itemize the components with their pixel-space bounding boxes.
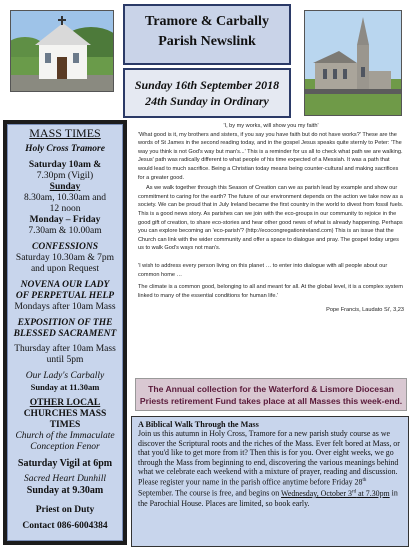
holy-cross-heading: Holy Cross Tramore	[25, 144, 105, 154]
exposition-heading: EXPOSITION OF THE	[17, 318, 113, 328]
sunday-label: Sunday	[49, 182, 81, 192]
dunhill-time: Sunday at 9.30am	[26, 485, 104, 496]
other-churches-heading-2: CHURCHES MASS TIMES	[23, 409, 107, 430]
collection-line-1: The Annual collection for the Waterford & Lismore Diocesan	[148, 384, 394, 394]
biblical-walk-title: A Biblical Walk Through the Mass	[138, 420, 259, 429]
liturgical-week: 24th Sunday in Ordinary	[145, 94, 269, 108]
carbally-time: Sunday at 11.30am	[30, 382, 100, 392]
exposition-time: Thursday after 10am Mass	[14, 344, 116, 354]
reflection-article	[138, 122, 404, 315]
mass-times-heading: MASS TIMES	[29, 126, 101, 140]
newsletter-title-box	[123, 4, 291, 65]
fenor-vigil: Saturday Vigil at 6pm	[17, 458, 113, 469]
dunhill-church: Sacred Heart Dunhill	[24, 474, 106, 484]
weekday-times: 7.30am & 10.00am	[28, 226, 102, 236]
confessions-heading: CONFESSIONS	[32, 242, 98, 252]
novena-heading: NOVENA OUR LADY	[20, 280, 110, 290]
collection-line-2: Priests retirement Fund takes place at all Masses this week-end.	[139, 396, 403, 406]
fenor-church-2: Conception Fenor	[30, 442, 100, 452]
mass-times-sidebar	[3, 120, 127, 545]
priest-on-duty: Priest on Duty	[35, 505, 95, 515]
date-box	[123, 68, 291, 118]
article-paragraph-2: As we walk together through this Season of Creation can we as parish lead by example and show our commitment to caring for the earth? The future of our environment depends on the action we take now as a society. We can be proud that in July Ireland became the first country in the world to divest from fossil fuels. This is a good news story. As parishes can we join with the eco-groups in our community to rejoice in the good gift of creation, to share eco-stories and hear other good news of what is already happening. Perhaps you can explore becoming an 'eco-parish'? (http://ecocongregationireland.com) This is an issue that the Church can link with the wider community and offer a space to dialogue and pray. The gospel today urges us to walk God's ways not man's.	[138, 185, 404, 252]
other-churches-heading: OTHER LOCAL	[29, 398, 101, 408]
parish-name: Tramore & Carbally	[145, 14, 269, 29]
article-paragraph-1: 'What good is it, my brothers and sisters, if you say you have faith but do not have works?' These are the words of St James in the second reading today, and in the gospel Jesus speaks quite sternly to Peter: 'The way you think is not God's way but man's...' This is a reminder for us all to check what path we are walking. Jesus' path was radically different to what people of his time expected of a Messiah. It was a path that would lead to much sacrifice. Being a Christian today means being counter-cultural and making sacrifices for a greater good.	[138, 131, 403, 181]
confessions-times: Saturday 10.30am & 7pm	[15, 253, 115, 263]
carbally-heading: Our Lady's Carbally	[25, 371, 105, 381]
newsletter-name: Parish Newslink	[158, 34, 256, 49]
laudato-si-quote-2: The climate is a common good, belonging to all and meant for all. At the global level, it is a complex system linked to many of the essential conditions for human life.'	[138, 284, 403, 299]
biblical-walk-notice	[131, 416, 409, 547]
fenor-church: Church of the Immaculate	[15, 431, 115, 441]
novena-heading-2: OF PERPETUAL HELP	[15, 291, 115, 301]
quote-attribution: Pope Francis, Laudato Si', 3,23	[326, 307, 404, 314]
church-photo-holy-cross	[10, 10, 114, 92]
sunday-times: 8.30am, 10.30am and	[23, 193, 107, 203]
church-photo-carbally	[304, 10, 402, 116]
saturday-time: 7.30pm (Vigil)	[36, 171, 94, 181]
exposition-heading-2: BLESSED SACRAMENT	[13, 329, 117, 339]
article-opening-quote: 'I, by my works, will show you my faith'	[223, 123, 319, 129]
laudato-si-quote-1: 'I wish to address every person living on this planet … to enter into dialogue with all people about our common home …	[138, 262, 388, 278]
exposition-time-2: until 5pm	[46, 355, 84, 365]
collection-notice	[135, 378, 407, 411]
issue-date: Sunday 16th September 2018	[134, 78, 280, 92]
novena-time: Mondays after 10am Mass	[14, 302, 116, 312]
mass-times-panel	[7, 124, 123, 541]
sunday-times-2: 12 noon	[49, 204, 81, 214]
saturday-label: Saturday 10am &	[28, 160, 102, 170]
weekday-label: Monday – Friday	[29, 215, 101, 225]
priest-contact: Contact 086-6004384	[22, 521, 108, 531]
confessions-times-2: and upon Request	[30, 264, 100, 274]
biblical-walk-body: Join us this autumn in Holy Cross, Tramore for a new parish study course as we discover the Scriptural roots and the riches of the Mass. Ever felt bored at Mass, or that you'd like to get more from it? Then this is for you. Over eight weeks, we go through the Mass from beginning to end, discovering the various meanings behind what we celebrate each weekend with a mixture of prayer, reading and discussion. Please register your name in the parish office anytime before Friday 28th September. The course is free, and begins on Wednesday, October 3rd at 7.30pm in the Parochial House. Places are limited, so book early.	[138, 429, 400, 508]
